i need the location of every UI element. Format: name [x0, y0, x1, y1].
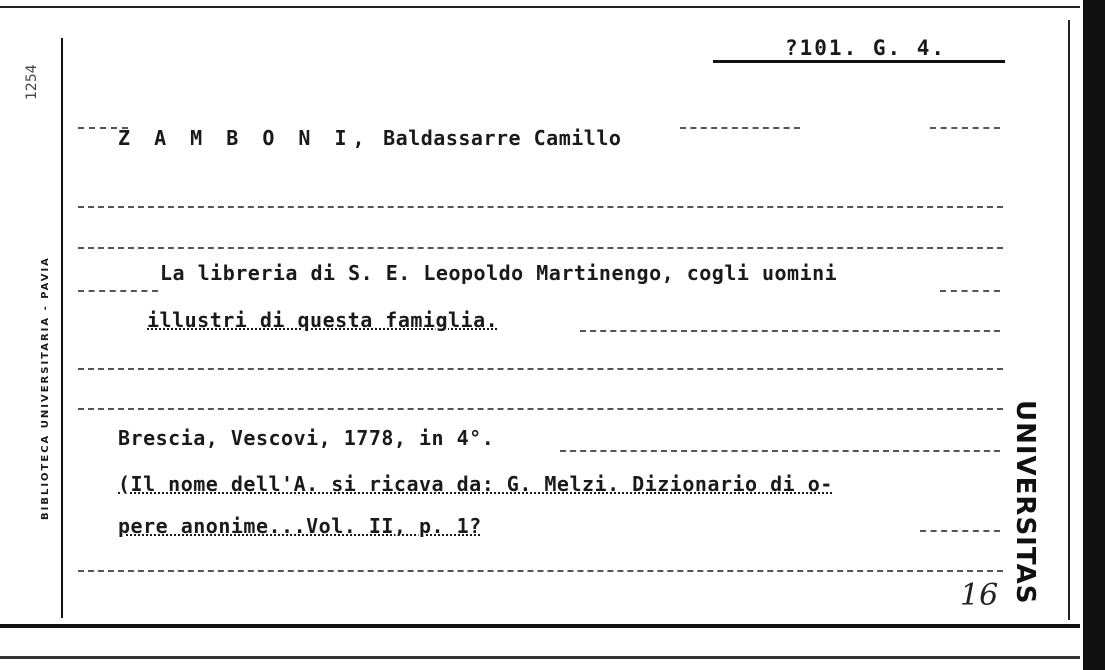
ruled-line	[78, 368, 1003, 370]
ruled-line	[78, 206, 1003, 208]
ruled-line	[920, 530, 1000, 532]
ruled-line	[78, 570, 1003, 572]
note-line-2: pere anonime...Vol. II, p. 1?	[118, 514, 482, 538]
author-heading	[118, 126, 621, 150]
ruled-line	[940, 290, 1000, 292]
ruled-line	[930, 127, 1000, 129]
ruled-line	[580, 330, 1000, 332]
right-margin-rule	[1068, 20, 1070, 620]
ruled-line	[560, 450, 1000, 452]
ruled-line	[78, 408, 1003, 410]
pencil-number: 16	[960, 578, 999, 613]
bottom-edge	[0, 656, 1080, 659]
ruled-line	[680, 127, 800, 129]
right-border	[1083, 0, 1105, 670]
library-stamp: BIBLIOTECA UNIVERSITARIA - PAVIA	[40, 256, 51, 520]
side-number: 1254	[24, 64, 40, 100]
title-line-2: illustri di questa famiglia.	[147, 308, 499, 332]
ruled-line	[78, 290, 158, 292]
left-margin-rule	[61, 38, 63, 618]
shelfmark-underline	[713, 60, 1005, 63]
right-stamp: UNIVERSITAS	[1010, 400, 1040, 605]
top-edge	[0, 6, 1080, 8]
author-surname: Z A M B O N I,	[118, 126, 371, 150]
author-forenames: Baldassarre Camillo	[383, 126, 622, 150]
note-line-1: (Il nome dell'A. si ricava da: G. Melzi. Dizionario di o-	[118, 472, 833, 496]
imprint: Brescia, Vescovi, 1778, in 4°.	[118, 426, 495, 450]
shelfmark: ?101. G. 4.	[785, 36, 947, 60]
bottom-rule	[0, 624, 1080, 628]
ruled-line	[78, 247, 1003, 249]
title-line-1: La libreria di S. E. Leopoldo Martinengo, cogli uomini	[160, 261, 838, 285]
